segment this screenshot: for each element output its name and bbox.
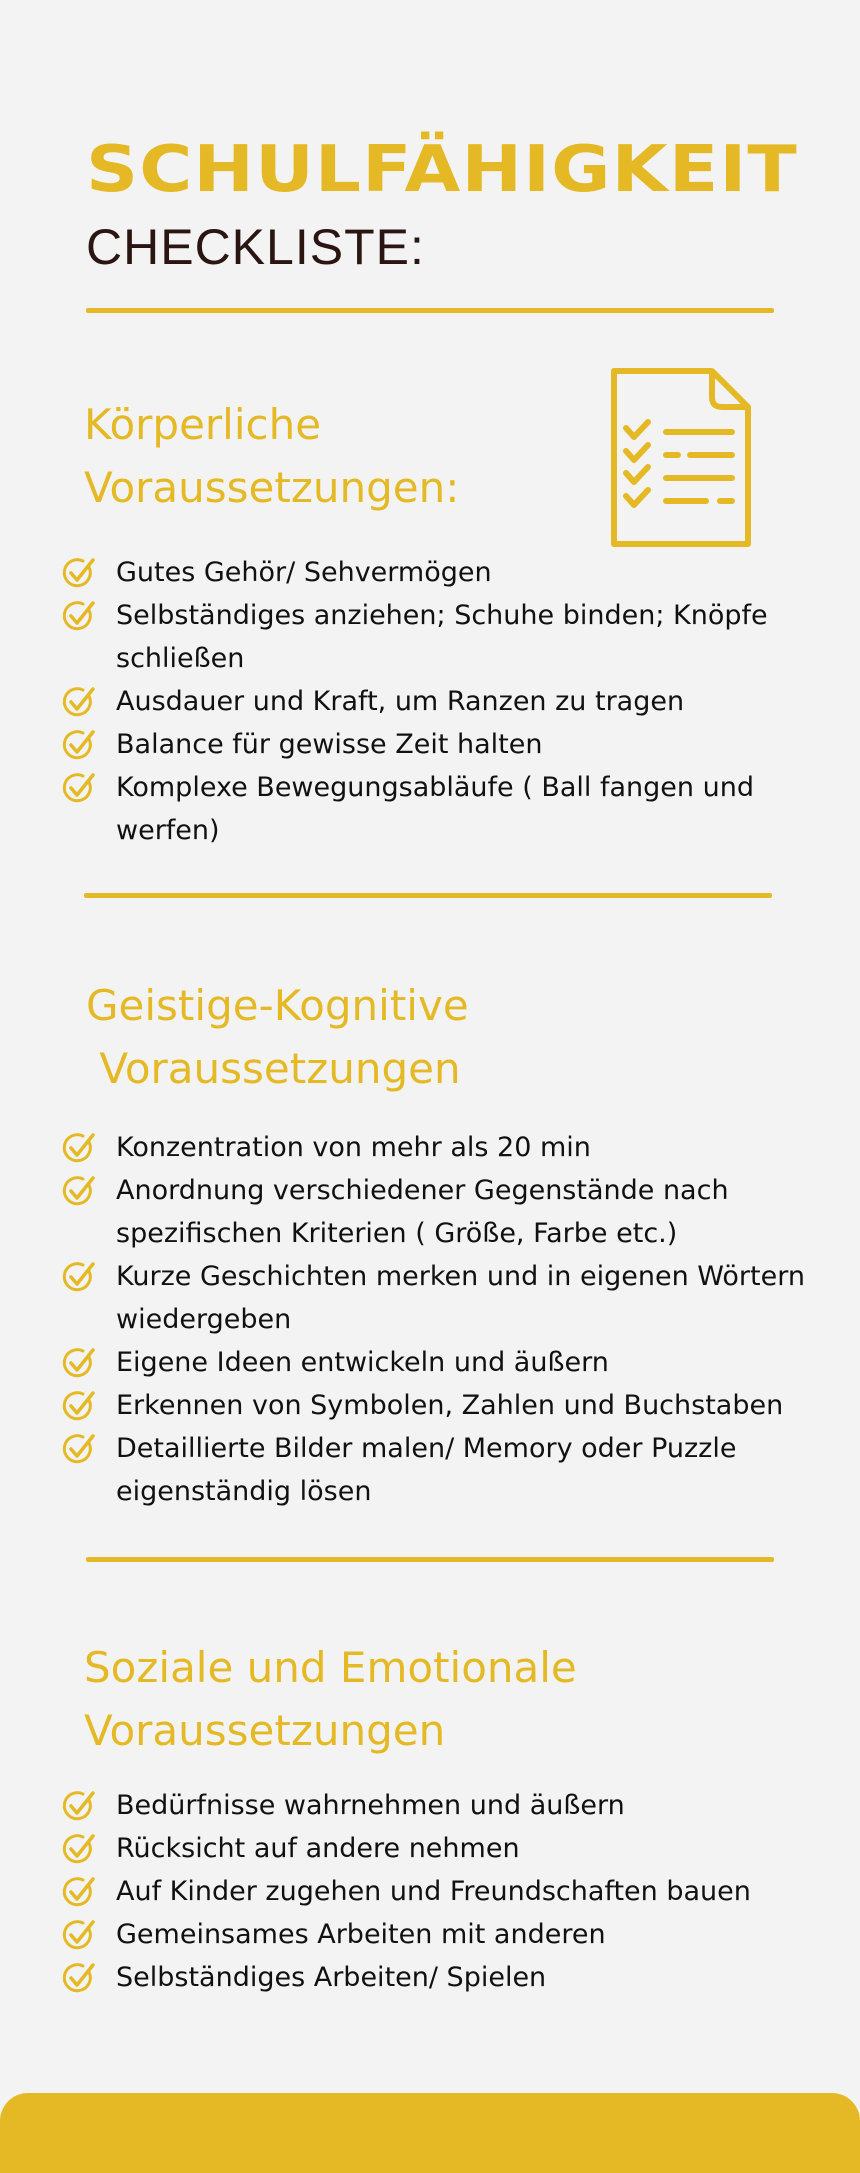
- list-item: [60, 1341, 820, 1384]
- list-item-text: Kurze Geschichten merken und in eigenen Wörtern wiedergeben: [116, 1261, 805, 1335]
- list-item-text: Gutes Gehör/ Sehvermögen: [116, 557, 492, 588]
- checklist-document-icon: [608, 365, 754, 550]
- checklist-geistig: [60, 1126, 820, 1513]
- section-title-geistig: Geistige-Kognitive Voraussetzungen: [86, 981, 469, 1093]
- list-item: [60, 551, 820, 594]
- list-item: [60, 1784, 820, 1827]
- check-circle-icon: [60, 1917, 96, 1953]
- list-item: [60, 766, 820, 852]
- divider-section-2: [86, 1557, 774, 1562]
- list-item-text: Ausdauer und Kraft, um Ranzen zu tragen: [116, 686, 685, 717]
- check-circle-icon: [60, 1431, 96, 1467]
- list-item-text: Rücksicht auf andere nehmen: [116, 1833, 520, 1864]
- divider-section-1: [84, 893, 772, 898]
- check-circle-icon: [60, 1173, 96, 1209]
- list-item-text: Selbständiges anziehen; Schuhe binden; Knöpfe schließen: [116, 600, 768, 674]
- list-item-text: Auf Kinder zugehen und Freundschaften bauen: [116, 1876, 751, 1907]
- check-circle-icon: [60, 555, 96, 591]
- list-item-text: Erkennen von Symbolen, Zahlen und Buchstaben: [116, 1390, 784, 1421]
- list-item-text: Eigene Ideen entwickeln und äußern: [116, 1347, 609, 1378]
- divider-header: [86, 308, 774, 313]
- page-subtitle: CHECKLISTE:: [86, 219, 425, 275]
- page-title: SCHULFÄHIGKEIT: [86, 133, 798, 207]
- list-item: [60, 1956, 820, 1999]
- check-circle-icon: [60, 1345, 96, 1381]
- checklist-sozial: [60, 1784, 820, 1999]
- list-item-text: Detaillierte Bilder malen/ Memory oder Puzzle eigenständig lösen: [116, 1433, 737, 1507]
- list-item: [60, 680, 820, 723]
- list-item-text: Gemeinsames Arbeiten mit anderen: [116, 1919, 606, 1950]
- section-title-koerperlich: Körperliche Voraussetzungen:: [84, 400, 460, 512]
- list-item-text: Konzentration von mehr als 20 min: [116, 1132, 591, 1163]
- list-item: [60, 1427, 820, 1513]
- check-circle-icon: [60, 1831, 96, 1867]
- footer-bar: [0, 2093, 860, 2173]
- list-item: [60, 1870, 820, 1913]
- list-item: [60, 1384, 820, 1427]
- list-item-text: Selbständiges Arbeiten/ Spielen: [116, 1962, 547, 1993]
- list-item: [60, 1126, 820, 1169]
- list-item-text: Bedürfnisse wahrnehmen und äußern: [116, 1790, 625, 1821]
- check-circle-icon: [60, 1788, 96, 1824]
- list-item: [60, 1827, 820, 1870]
- section-title-sozial: Soziale und Emotionale Voraussetzungen: [84, 1643, 577, 1755]
- list-item: [60, 723, 820, 766]
- list-item: [60, 1913, 820, 1956]
- check-circle-icon: [60, 1960, 96, 1996]
- check-circle-icon: [60, 1259, 96, 1295]
- check-circle-icon: [60, 1130, 96, 1166]
- checklist-koerperlich: [60, 551, 820, 852]
- list-item: [60, 594, 820, 680]
- list-item-text: Balance für gewisse Zeit halten: [116, 729, 543, 760]
- list-item-text: Komplexe Bewegungsabläufe ( Ball fangen und werfen): [116, 772, 754, 846]
- list-item: [60, 1169, 820, 1255]
- check-circle-icon: [60, 684, 96, 720]
- list-item: [60, 1255, 820, 1341]
- check-circle-icon: [60, 598, 96, 634]
- check-circle-icon: [60, 1388, 96, 1424]
- check-circle-icon: [60, 727, 96, 763]
- list-item-text: Anordnung verschiedener Gegenstände nach spezifischen Kriterien ( Größe, Farbe etc.): [116, 1175, 729, 1249]
- check-circle-icon: [60, 1874, 96, 1910]
- check-circle-icon: [60, 770, 96, 806]
